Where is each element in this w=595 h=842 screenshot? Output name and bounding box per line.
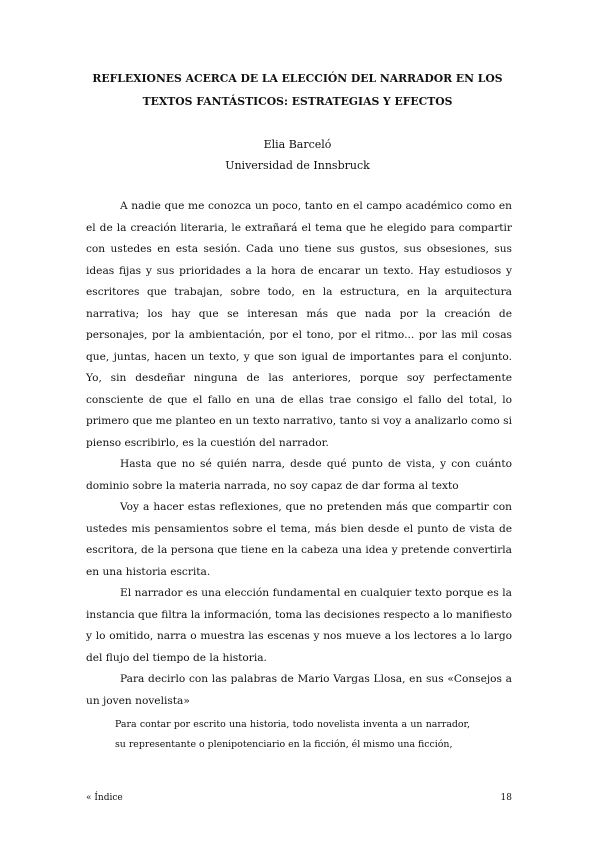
author-block <box>70 134 525 176</box>
index-link[interactable]: « Índice <box>86 793 123 803</box>
paragraph: Para decirlo con las palabras de Mario Vargas Llosa, en sus «Consejos a un joven novelista» <box>86 673 512 707</box>
paragraph: A nadie que me conozca un poco, tanto en el campo académico como en el de la creación literaria, le extrañará el tema que he elegido para compartir con ustedes en esta sesión. Cada uno tiene sus gustos, sus obsesiones, sus ideas fijas y sus prioridades a la hora de encarar un texto. Hay estudiosos y escritores que trabajan, sobre todo, en la estructura, en la arquitectura narrativa; los hay que se interesan más que nada por la creación de personajes, por la ambientación, por el tono, por el ritmo... por las mil cosas que, juntas, hacen un texto, y que son igual de importantes para el conjunto. Yo, sin desdeñar ninguna de las anteriores, porque soy perfectamente consciente de que el fallo en una de ellas trae consigo el fallo del total, lo primero que me planteo en un texto narrativo, tanto si voy a analizarlo como si pienso escribirlo, es la cuestión del narrador. <box>86 200 512 449</box>
author-name: Elia Barceló <box>263 138 332 151</box>
body-text <box>86 196 512 712</box>
quote-text: Para contar por escrito una historia, todo novelista inventa a un narrador, su representante o plenipotenciario en la ficción, él mismo una ficción, <box>115 719 470 750</box>
page-footer <box>86 793 512 803</box>
title-line-2: TEXTOS FANTÁSTICOS: ESTRATEGIAS Y EFECTOS <box>142 95 453 108</box>
page-number: 18 <box>500 793 512 803</box>
paragraph: El narrador es una elección fundamental en cualquier texto porque es la instancia que filtra la información, toma las decisiones respecto a lo manifiesto y lo omitido, narra o muestra las escenas y nos mueve a los lectores a lo largo del flujo del tiempo de la historia. <box>86 587 512 664</box>
title-line-1: REFLEXIONES ACERCA DE LA ELECCIÓN DEL NARRADOR EN LOS <box>92 72 503 85</box>
paragraph: Hasta que no sé quién narra, desde qué punto de vista, y con cuánto dominio sobre la materia narrada, no soy capaz de dar forma al texto <box>86 458 512 492</box>
paragraph: Voy a hacer estas reflexiones, que no pretenden más que compartir con ustedes mis pensamientos sobre el tema, más bien desde el punto de vista de escritora, de la persona que tiene en la cabeza una idea y pretende convertirla en una historia escrita. <box>86 501 512 578</box>
paper-title <box>70 67 525 113</box>
author-affiliation: Universidad de Innsbruck <box>225 159 370 172</box>
block-quote <box>115 715 470 755</box>
